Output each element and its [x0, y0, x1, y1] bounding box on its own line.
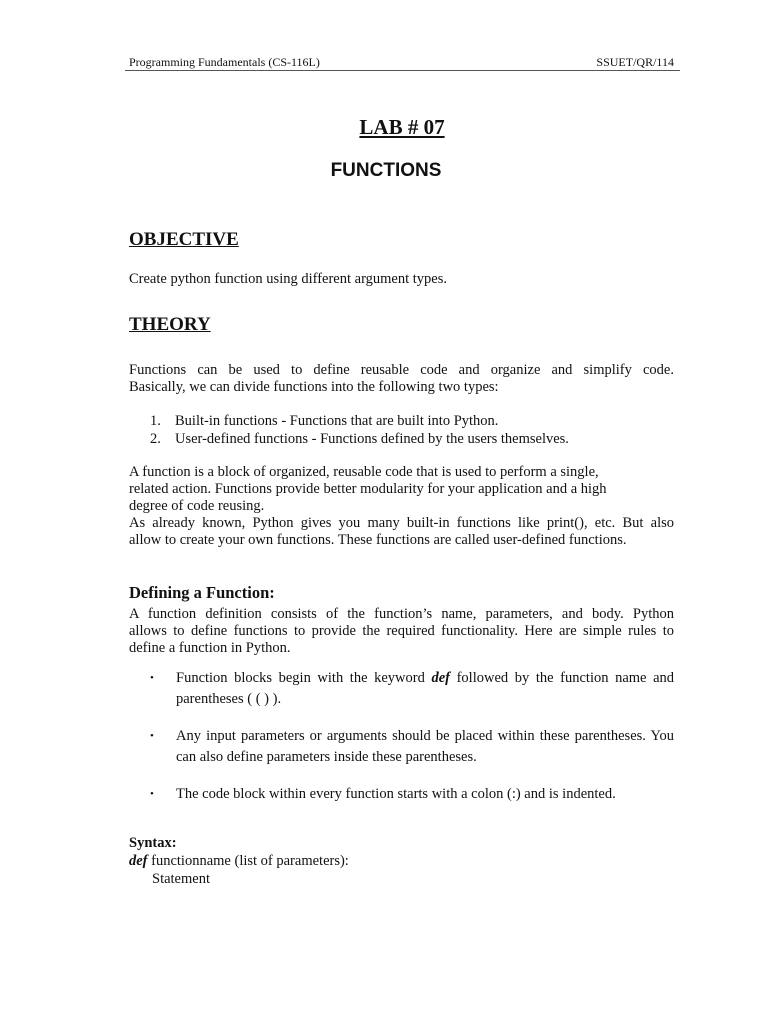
- rule-text: Function blocks begin with the keyword def followed by the function name and parentheses ( ( ) ).: [176, 670, 675, 707]
- objective-text: Create python function using different argument types.: [129, 271, 447, 287]
- bullet-icon: •: [150, 730, 154, 742]
- defining-line-1: A function definition consists of the function’s name, parameters, and body. Python: [129, 606, 674, 622]
- list-number: 1.: [150, 413, 161, 429]
- bullet-icon: •: [150, 672, 154, 684]
- rule-text: The code block within every function starts with a colon (:) and is indented.: [176, 786, 616, 802]
- theory-para-2-line-3: degree of code reusing.: [129, 498, 265, 514]
- header-document-code: SSUET/QR/114: [596, 55, 674, 69]
- bullet-icon: •: [150, 788, 154, 800]
- syntax-signature: def functionname (list of parameters):: [129, 853, 349, 869]
- syntax-body: Statement: [152, 871, 210, 887]
- header-course-title: Programming Fundamentals (CS-116L): [129, 55, 320, 69]
- def-keyword: def: [129, 853, 148, 869]
- theory-heading: THEORY: [129, 314, 211, 335]
- rule-text: Any input parameters or arguments should be placed within these parentheses. You can also define parameters inside these parentheses.: [176, 728, 674, 765]
- theory-para-3-line-1: As already known, Python gives you many built-in functions like print(), etc. But also: [129, 515, 674, 531]
- def-keyword: def: [431, 670, 450, 686]
- defining-function-heading: Defining a Function:: [129, 583, 275, 602]
- theory-intro-line-1: Functions can be used to define reusable code and organize and simplify code.: [129, 362, 674, 378]
- list-number: 2.: [150, 431, 161, 447]
- page-header: [129, 55, 674, 69]
- objective-heading: OBJECTIVE: [129, 229, 239, 250]
- theory-para-2-line-1: A function is a block of organized, reusable code that is used to perform a single,: [129, 464, 599, 480]
- list-item: [150, 784, 674, 805]
- lab-subtitle: FUNCTIONS: [330, 160, 442, 181]
- header-divider: [125, 70, 680, 71]
- theory-intro-line-2: Basically, we can divide functions into the following two types:: [129, 379, 499, 395]
- list-item: [150, 412, 674, 430]
- syntax-label: Syntax:: [129, 835, 177, 851]
- theory-para-3-line-2: allow to create your own functions. These functions are called user-defined functions.: [129, 532, 627, 548]
- defining-line-2: allows to define functions to provide the required functionality. Here are simple rules to: [129, 623, 674, 639]
- defining-line-3: define a function in Python.: [129, 640, 291, 656]
- lab-title: LAB # 07: [359, 115, 445, 139]
- list-text: User-defined functions - Functions defined by the users themselves.: [175, 431, 569, 447]
- list-text: Built-in functions - Functions that are built into Python.: [175, 413, 499, 429]
- list-item: [150, 430, 674, 448]
- theory-para-2-line-2: related action. Functions provide better modularity for your application and a high: [129, 481, 607, 497]
- list-item: [150, 726, 674, 768]
- list-item: [150, 668, 674, 710]
